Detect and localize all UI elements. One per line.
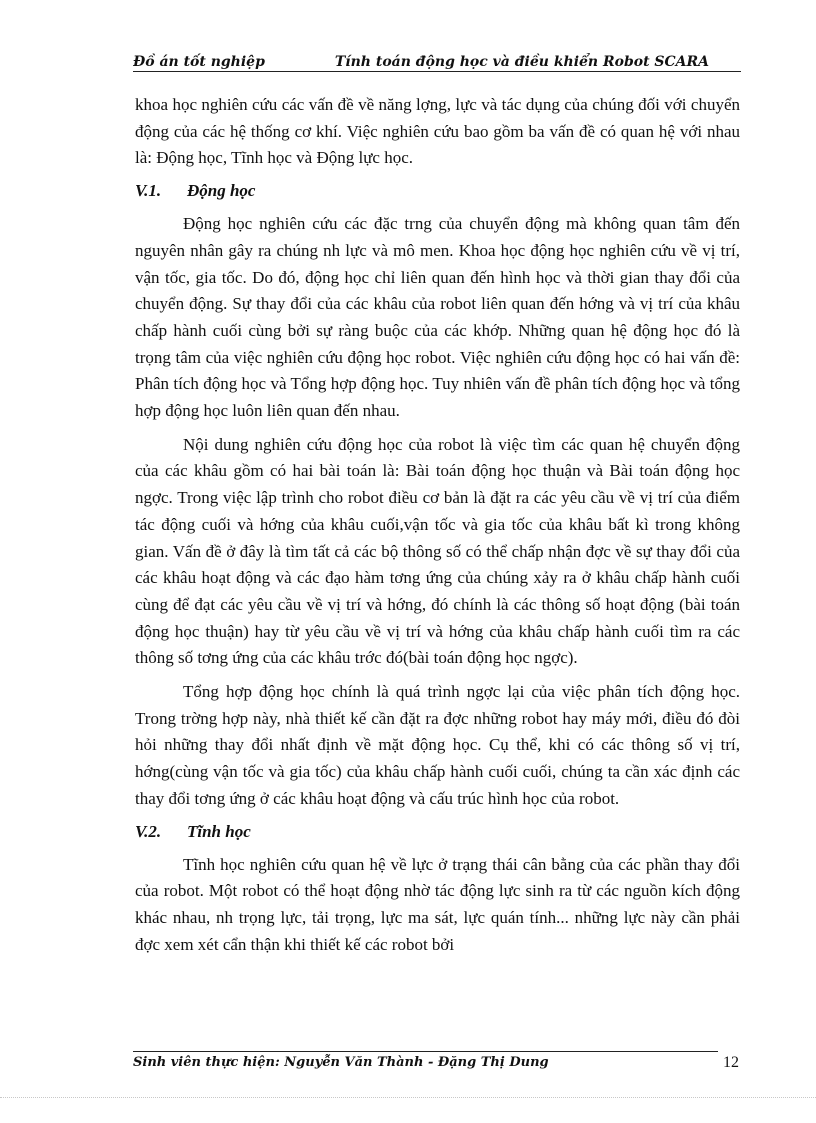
- page-footer: [133, 1053, 739, 1073]
- section-heading-statics: [135, 820, 740, 844]
- section-number: V.2.: [135, 821, 162, 841]
- page-number: 12: [723, 1054, 739, 1071]
- section-heading-kinematics: [135, 179, 740, 203]
- page-body: [135, 92, 740, 965]
- footer-student-names: Sinh viên thực hiện: Nguyễn Văn Thành - Đặng Thị Dung: [133, 1055, 549, 1070]
- section-title: Tĩnh học: [187, 821, 251, 841]
- section-number: V.1.: [135, 181, 162, 201]
- page-header: [133, 53, 741, 72]
- kinematics-paragraph-2: Nội dung nghiên cứu động học của robot là việc tìm các quan hệ chuyển động của các khâu gồm có hai bài toán là: Bài toán động học thuận và Bài toán động học ngợc. Trong việc lập trình cho robot điều cơ bản là đặt ra các yêu cầu về vị trí của điểm tác động cuối và hớng của khâu cuối,vận tốc và gia tốc của khâu bất kì trong không gian. Vấn đề ở đây là tìm tất cả các bộ thông số có thể chấp nhận đợc về sự thay đổi của các khâu hoạt động và các đạo hàm tơng ứng của chúng xảy ra ở khâu chấp hành cuối cùng để đạt các yêu cầu về vị trí và hớng, đó chính là các thông số hoạt động (bài toán động học thuận) hay từ yêu cầu về vị trí và hớng của khâu chấp hành cuối tìm ra các thông số tơng ứng của các khâu trớc đó(bài toán động học ngợc).: [135, 434, 740, 668]
- kinematics-paragraph-1: Động học nghiên cứu các đặc trng của chuyển động mà không quan tâm đến nguyên nhân gây ra chúng nh lực và mô men. Khoa học động học nghiên cứu về vị trí, vận tốc, gia tốc. Do đó, động học chỉ liên quan đến hình học và thời gian thay đổi của chuyển động. Sự thay đổi của các khâu của robot liên quan đến hớng và vị trí của khâu chấp hành cuối cùng bởi sự ràng buộc của các khớp. Những quan hệ động học đó là trọng tâm của việc nghiên cứu động học robot. Việc nghiên cứu động học có hai vấn đề: Phân tích động học và Tổng hợp động học. Tuy nhiên vấn đề phân tích động học và tổng hợp động học luôn liên quan đến nhau.: [135, 214, 740, 421]
- statics-paragraph: Tĩnh học nghiên cứu quan hệ về lực ở trạng thái cân bằng của các phần thay đổi của robot. Một robot có thể hoạt động nhờ tác động lực sinh ra từ các nguồn kích động khác nhau, nh trọng lực, tải trọng, lực ma sát, lực quán tính... những lực này cần phải đợc xem xét cẩn thận khi thiết kế các robot bởi: [135, 854, 740, 954]
- section-title: Động học: [187, 181, 256, 201]
- kinematics-paragraph-3: Tổng hợp động học chính là quá trình ngợc lại của việc phân tích động học. Trong trờng hợp này, nhà thiết kế cần đặt ra đợc những robot hay máy mới, điều đó đòi hỏi những thay đổi nhất định về mặt động học. Cụ thể, khi có các thông số vị trí, hớng(cùng vận tốc và gia tốc) của khâu chấp hành cuối cuối, chúng ta cần xác định các thay đổi tơng ứng ở các khâu hoạt động và cấu trúc hình học của robot.: [135, 682, 740, 808]
- intro-paragraph: khoa học nghiên cứu các vấn đề về năng lợng, lực và tác dụng của chúng đối với chuyển động của các hệ thống cơ khí. Việc nghiên cứu bao gồm ba vấn đề có quan hệ với nhau là: Động học, Tĩnh học và Động lực học.: [135, 95, 740, 168]
- footer-divider: [133, 1051, 718, 1052]
- page-bottom-border: [0, 1097, 816, 1098]
- header-document-type: Đồ án tốt nghiệp: [133, 54, 265, 70]
- header-document-title: Tính toán động học và điều khiển Robot SCARA: [334, 54, 710, 70]
